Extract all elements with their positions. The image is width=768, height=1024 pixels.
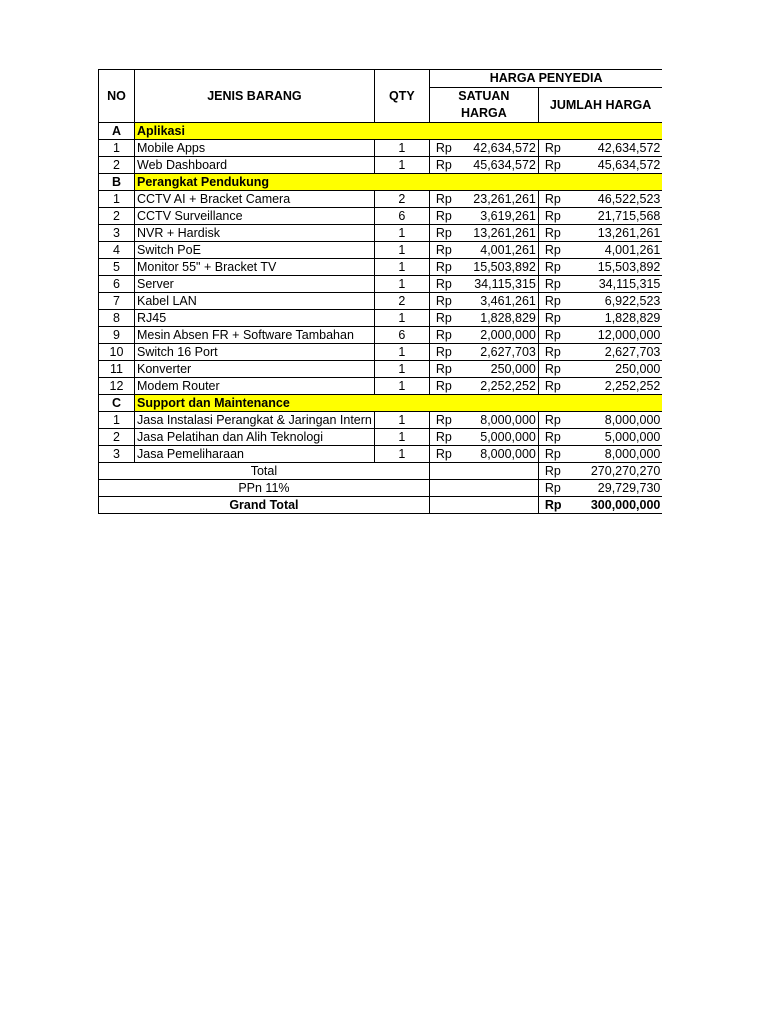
item-no: 11	[99, 361, 135, 378]
unit-currency: Rp	[429, 310, 465, 327]
total-currency: Rp	[538, 242, 574, 259]
item-name: Switch PoE	[135, 242, 375, 259]
unit-currency: Rp	[429, 378, 465, 395]
unit-price: 23,261,261	[465, 191, 538, 208]
unit-price: 5,000,000	[465, 429, 538, 446]
total-currency: Rp	[538, 361, 574, 378]
unit-price: 13,261,261	[465, 225, 538, 242]
item-name: Modem Router	[135, 378, 375, 395]
unit-price: 2,252,252	[465, 378, 538, 395]
total-currency: Rp	[538, 412, 574, 429]
total-currency: Rp	[538, 344, 574, 361]
item-row	[99, 208, 663, 225]
item-row	[99, 293, 663, 310]
item-qty: 1	[374, 412, 429, 429]
unit-price: 250,000	[465, 361, 538, 378]
total-label: Total	[99, 463, 430, 480]
item-no: 6	[99, 276, 135, 293]
header-row-1	[99, 70, 663, 88]
unit-price: 15,503,892	[465, 259, 538, 276]
item-qty: 1	[374, 276, 429, 293]
item-qty: 6	[374, 327, 429, 344]
unit-price: 8,000,000	[465, 412, 538, 429]
total-row	[99, 463, 663, 480]
unit-currency: Rp	[429, 242, 465, 259]
header-no: NO	[99, 70, 135, 123]
unit-price: 1,828,829	[465, 310, 538, 327]
item-qty: 6	[374, 208, 429, 225]
total-price: 1,828,829	[574, 310, 662, 327]
item-row	[99, 310, 663, 327]
item-qty: 1	[374, 259, 429, 276]
item-name: Konverter	[135, 361, 375, 378]
item-qty: 1	[374, 225, 429, 242]
total-currency: Rp	[538, 446, 574, 463]
total-currency: Rp	[538, 429, 574, 446]
unit-currency: Rp	[429, 157, 465, 174]
unit-price: 42,634,572	[465, 140, 538, 157]
ppn-label: PPn 11%	[99, 480, 430, 497]
item-name: Jasa Pelatihan dan Alih Teknologi	[135, 429, 375, 446]
header-satuan-line1: SATUAN	[458, 89, 510, 103]
item-name: NVR + Hardisk	[135, 225, 375, 242]
item-no: 2	[99, 157, 135, 174]
item-name: Jasa Instalasi Perangkat & Jaringan Intern	[135, 412, 375, 429]
section-code: C	[99, 395, 135, 412]
total-price: 42,634,572	[574, 140, 662, 157]
total-price: 45,634,572	[574, 157, 662, 174]
item-row	[99, 259, 663, 276]
total-currency: Rp	[538, 259, 574, 276]
item-no: 3	[99, 446, 135, 463]
item-qty: 1	[374, 361, 429, 378]
item-qty: 1	[374, 378, 429, 395]
unit-currency: Rp	[429, 361, 465, 378]
unit-currency: Rp	[429, 276, 465, 293]
item-row	[99, 412, 663, 429]
unit-currency: Rp	[429, 412, 465, 429]
item-qty: 1	[374, 446, 429, 463]
total-price: 34,115,315	[574, 276, 662, 293]
total-currency: Rp	[538, 140, 574, 157]
section-row	[99, 123, 663, 140]
unit-price: 3,619,261	[465, 208, 538, 225]
item-row	[99, 446, 663, 463]
header-satuan-harga	[429, 88, 538, 123]
unit-currency: Rp	[429, 327, 465, 344]
item-name: RJ45	[135, 310, 375, 327]
total-price: 21,715,568	[574, 208, 662, 225]
unit-currency: Rp	[429, 259, 465, 276]
total-currency: Rp	[538, 327, 574, 344]
item-name: Monitor 55" + Bracket TV	[135, 259, 375, 276]
unit-currency: Rp	[429, 293, 465, 310]
item-name: Server	[135, 276, 375, 293]
total-price: 5,000,000	[574, 429, 662, 446]
grand-total-value: 300,000,000	[574, 497, 662, 514]
section-title: Perangkat Pendukung	[135, 174, 663, 191]
item-row	[99, 242, 663, 259]
item-qty: 2	[374, 293, 429, 310]
total-unit-empty	[429, 463, 538, 480]
total-price: 8,000,000	[574, 446, 662, 463]
total-price: 46,522,523	[574, 191, 662, 208]
item-no: 2	[99, 429, 135, 446]
item-qty: 1	[374, 429, 429, 446]
ppn-unit-empty	[429, 480, 538, 497]
item-row	[99, 378, 663, 395]
grand-total-label: Grand Total	[99, 497, 430, 514]
item-no: 1	[99, 140, 135, 157]
section-code: B	[99, 174, 135, 191]
unit-currency: Rp	[429, 140, 465, 157]
grand-total-currency: Rp	[538, 497, 574, 514]
item-no: 3	[99, 225, 135, 242]
item-no: 12	[99, 378, 135, 395]
unit-currency: Rp	[429, 208, 465, 225]
unit-price: 2,627,703	[465, 344, 538, 361]
item-name: CCTV AI + Bracket Camera	[135, 191, 375, 208]
item-name: Jasa Pemeliharaan	[135, 446, 375, 463]
section-code: A	[99, 123, 135, 140]
unit-price: 2,000,000	[465, 327, 538, 344]
total-price: 15,503,892	[574, 259, 662, 276]
unit-price: 34,115,315	[465, 276, 538, 293]
header-satuan-line2: HARGA	[460, 106, 507, 120]
unit-currency: Rp	[429, 225, 465, 242]
item-no: 7	[99, 293, 135, 310]
total-currency: Rp	[538, 208, 574, 225]
grand-total-unit-empty	[429, 497, 538, 514]
item-row	[99, 327, 663, 344]
total-currency: Rp	[538, 157, 574, 174]
total-currency: Rp	[538, 378, 574, 395]
ppn-currency: Rp	[538, 480, 574, 497]
price-table	[98, 69, 662, 514]
item-qty: 1	[374, 157, 429, 174]
item-name: Web Dashboard	[135, 157, 375, 174]
item-row	[99, 191, 663, 208]
item-no: 2	[99, 208, 135, 225]
header-jenis-barang: JENIS BARANG	[135, 70, 375, 123]
total-price: 13,261,261	[574, 225, 662, 242]
item-qty: 2	[374, 191, 429, 208]
item-row	[99, 157, 663, 174]
item-row	[99, 429, 663, 446]
item-qty: 1	[374, 344, 429, 361]
section-title: Aplikasi	[135, 123, 663, 140]
item-row	[99, 225, 663, 242]
item-no: 8	[99, 310, 135, 327]
total-price: 2,627,703	[574, 344, 662, 361]
unit-currency: Rp	[429, 191, 465, 208]
item-no: 5	[99, 259, 135, 276]
item-name: Switch 16 Port	[135, 344, 375, 361]
total-currency: Rp	[538, 276, 574, 293]
unit-price: 45,634,572	[465, 157, 538, 174]
item-name: Mesin Absen FR + Software Tambahan	[135, 327, 375, 344]
item-qty: 1	[374, 242, 429, 259]
unit-currency: Rp	[429, 344, 465, 361]
total-currency: Rp	[538, 463, 574, 480]
ppn-value: 29,729,730	[574, 480, 662, 497]
section-row	[99, 395, 663, 412]
unit-currency: Rp	[429, 446, 465, 463]
section-row	[99, 174, 663, 191]
item-no: 9	[99, 327, 135, 344]
total-price: 2,252,252	[574, 378, 662, 395]
ppn-row	[99, 480, 663, 497]
header-harga-penyedia: HARGA PENYEDIA	[429, 70, 662, 88]
item-name: Kabel LAN	[135, 293, 375, 310]
item-name: Mobile Apps	[135, 140, 375, 157]
unit-price: 4,001,261	[465, 242, 538, 259]
unit-price: 3,461,261	[465, 293, 538, 310]
total-price: 4,001,261	[574, 242, 662, 259]
header-qty: QTY	[374, 70, 429, 123]
unit-price: 8,000,000	[465, 446, 538, 463]
grand-total-row	[99, 497, 663, 514]
item-row	[99, 276, 663, 293]
item-row	[99, 140, 663, 157]
item-no: 10	[99, 344, 135, 361]
total-currency: Rp	[538, 191, 574, 208]
item-no: 4	[99, 242, 135, 259]
total-value: 270,270,270	[574, 463, 662, 480]
section-title: Support dan Maintenance	[135, 395, 663, 412]
item-row	[99, 344, 663, 361]
total-currency: Rp	[538, 225, 574, 242]
item-no: 1	[99, 412, 135, 429]
total-price: 6,922,523	[574, 293, 662, 310]
total-currency: Rp	[538, 293, 574, 310]
total-price: 12,000,000	[574, 327, 662, 344]
unit-currency: Rp	[429, 429, 465, 446]
item-name: CCTV Surveillance	[135, 208, 375, 225]
total-currency: Rp	[538, 310, 574, 327]
total-price: 8,000,000	[574, 412, 662, 429]
total-price: 250,000	[574, 361, 662, 378]
item-row	[99, 361, 663, 378]
item-no: 1	[99, 191, 135, 208]
item-qty: 1	[374, 140, 429, 157]
item-qty: 1	[374, 310, 429, 327]
header-jumlah-harga: JUMLAH HARGA	[538, 88, 662, 123]
